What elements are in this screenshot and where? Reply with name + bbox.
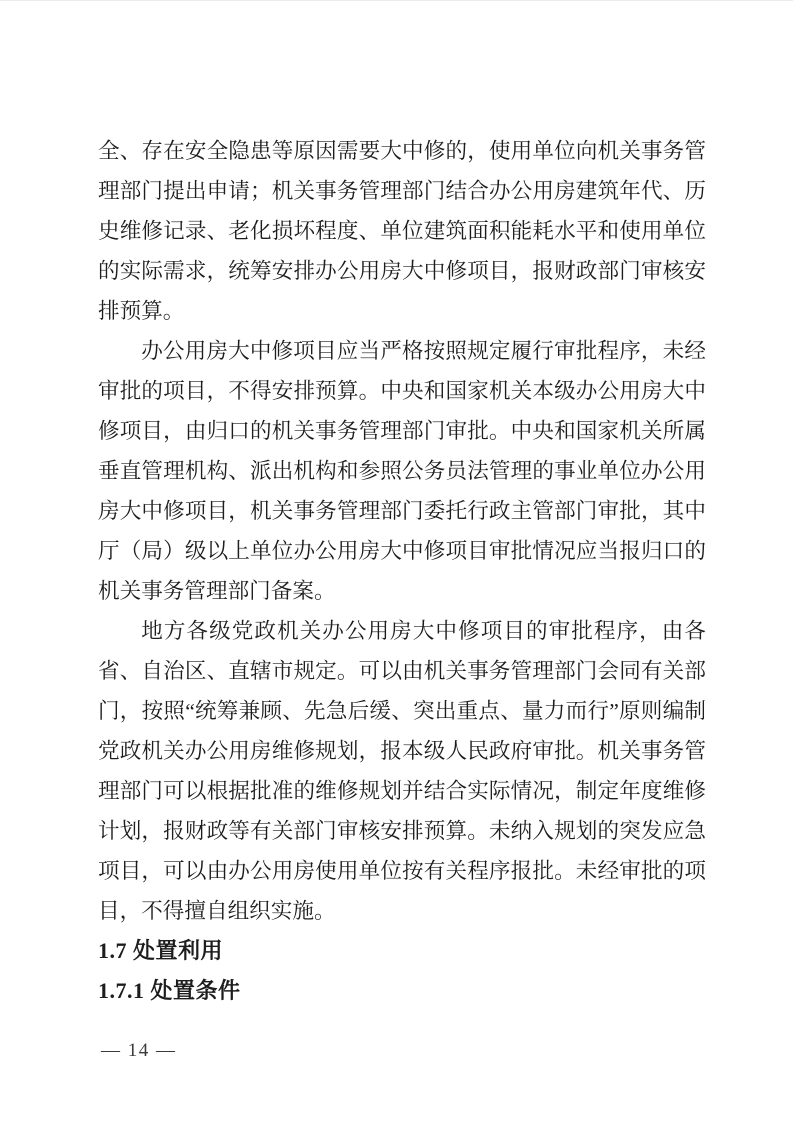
document-body — [98, 131, 706, 1011]
section-heading-1-7: 1.7 处置利用 — [98, 938, 224, 963]
paragraph-continuation: 全、存在安全隐患等原因需要大中修的，使用单位向机关事务管理部门提出申请；机关事务管理部门结合办公用房建筑年代、历史维修记录、老化损坏程度、单位建筑面积能耗水平和使用单位的实际需求，统筹安排办公用房大中修项目，报财政部门审核安排预算。 — [98, 139, 706, 323]
paragraph-local-government: 地方各级党政机关办公用房大中修项目的审批程序，由各省、自治区、直辖市规定。可以由机关事务管理部门会同有关部门，按照“统筹兼顾、先急后缓、突出重点、量力而行”原则编制党政机关办公用房维修规划，报本级人民政府审批。机关事务管理部门可以根据批准的维修规划并结合实际情况，制定年度维修计划，报财政等有关部门审核安排预算。未纳入规划的突发应急项目，可以由办公用房使用单位按有关程序报批。未经审批的项目，不得擅自组织实施。 — [98, 619, 706, 923]
page-number: — 14 — — [101, 1040, 177, 1061]
section-heading-1-7-1: 1.7.1 处置条件 — [98, 978, 241, 1003]
paragraph-approval-procedure: 办公用房大中修项目应当严格按照规定履行审批程序，未经审批的项目，不得安排预算。中央和国家机关本级办公用房大中修项目，由归口的机关事务管理部门审批。中央和国家机关所属垂直管理机构、派出机构和参照公务员法管理的事业单位办公用房大中修项目，机关事务管理部门委托行政主管部门审批，其中厅（局）级以上单位办公用房大中修项目审批情况应当报归口的机关事务管理部门备案。 — [98, 339, 706, 603]
